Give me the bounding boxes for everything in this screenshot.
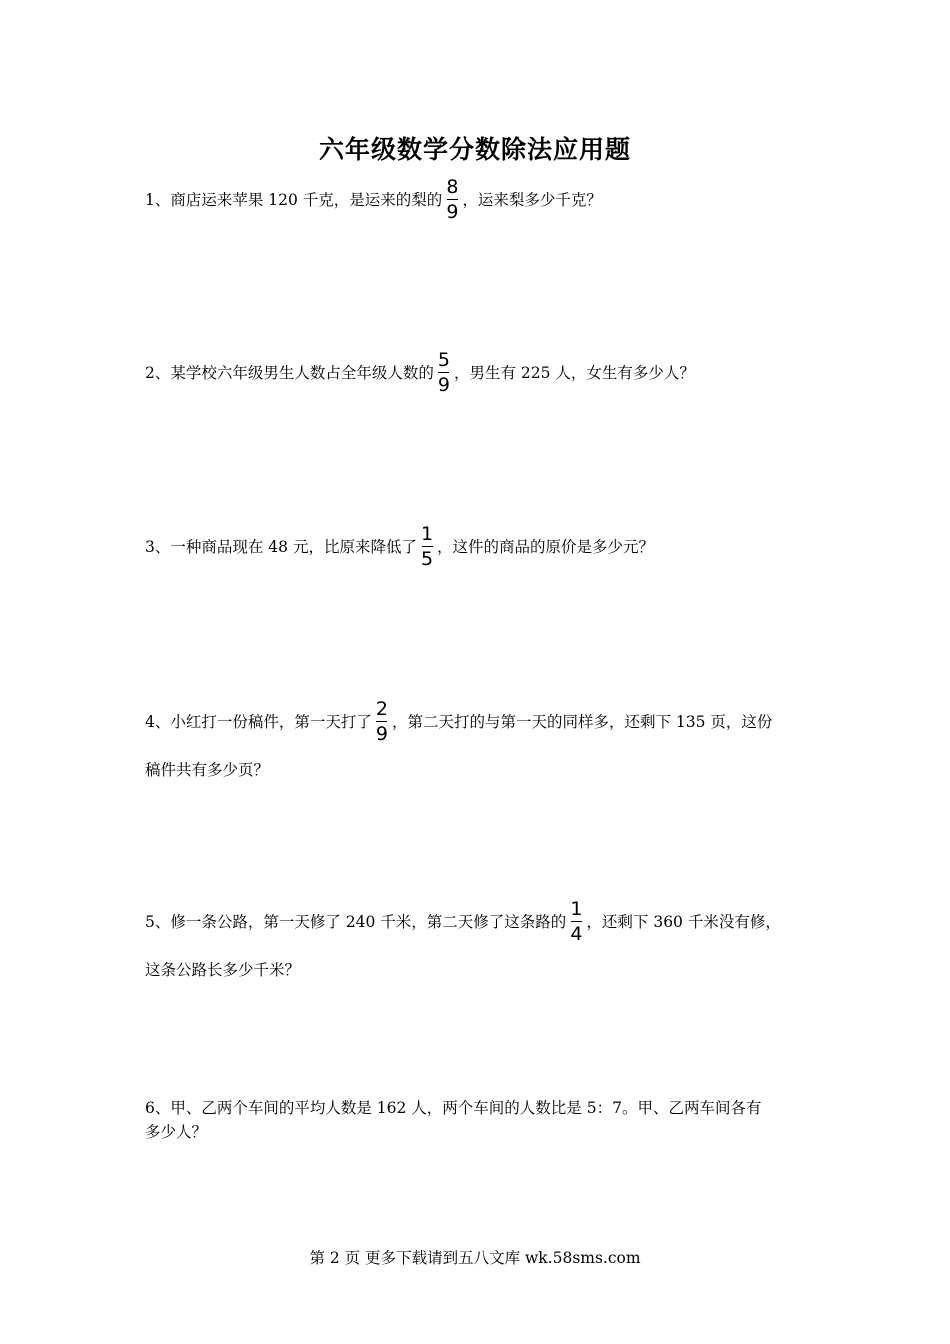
problem-text: 5、修一条公路，第一天修了 240 千米，第二天修了这条路的 xyxy=(145,912,567,931)
fraction xyxy=(568,898,584,945)
problem-text: 3、一种商品现在 48 元，比原来降低了 xyxy=(145,537,417,556)
fraction xyxy=(374,698,390,745)
fraction-numerator: 1 xyxy=(570,898,583,920)
problem-text: ，这件的商品的原价是多少元？ xyxy=(437,537,655,556)
fraction-numerator: 2 xyxy=(375,698,388,720)
problem-line xyxy=(145,959,815,981)
fraction-denominator: 9 xyxy=(375,723,388,745)
fraction-denominator: 4 xyxy=(570,923,583,945)
problem-line xyxy=(145,898,815,945)
page-footer: 第 2 页 更多下载请到五八文库 wk.58sms.com xyxy=(309,1249,641,1267)
problem-6 xyxy=(145,1097,815,1143)
problem-text: 2、某学校六年级男生人数占全年级人数的 xyxy=(145,363,434,382)
problem-text: ，第二天打的与第一天的同样多，还剩下 135 页，这份 xyxy=(391,712,773,731)
problem-text: ，还剩下 360 千米没有修， xyxy=(586,912,781,931)
fraction-denominator: 9 xyxy=(446,201,459,223)
problem-line xyxy=(145,523,815,570)
problem-line xyxy=(145,176,815,223)
fraction-bar xyxy=(438,372,449,373)
problem-line xyxy=(145,759,815,781)
problem-text: ，男生有 225 人，女生有多少人？ xyxy=(453,363,695,382)
fraction-bar xyxy=(447,199,458,200)
problem-line xyxy=(145,698,815,745)
problem-line xyxy=(145,1097,815,1119)
problem-text: 这条公路长多少千米？ xyxy=(145,961,301,979)
problem-line xyxy=(145,349,815,396)
fraction-denominator: 9 xyxy=(437,374,450,396)
fraction-bar xyxy=(571,921,582,922)
fraction-numerator: 8 xyxy=(446,176,459,198)
page-title: 六年级数学分数除法应用题 xyxy=(318,135,631,164)
problem-text: ，运来梨多少千克？ xyxy=(462,190,602,209)
fraction-numerator: 5 xyxy=(437,349,450,371)
problem-line xyxy=(145,1121,815,1143)
problem-text: 1、商店运来苹果 120 千克，是运来的梨的 xyxy=(145,190,443,209)
problem-1 xyxy=(145,176,815,223)
problem-text: 4、小红打一份稿件，第一天打了 xyxy=(145,712,372,731)
problem-3 xyxy=(145,523,815,570)
fraction-numerator: 1 xyxy=(420,523,434,545)
fraction-bar xyxy=(422,546,433,547)
fraction-bar xyxy=(376,721,387,722)
problem-4 xyxy=(145,698,815,781)
problem-text: 稿件共有多少页？ xyxy=(145,761,270,779)
problem-2 xyxy=(145,349,815,396)
problem-text: 6、甲、乙两个车间的平均人数是 162 人，两个车间的人数比是 5：7。甲、乙两车间各有 xyxy=(145,1099,762,1117)
fraction xyxy=(419,523,435,570)
problem-5 xyxy=(145,898,815,981)
fraction xyxy=(444,176,460,223)
problem-text: 多少人？ xyxy=(145,1123,208,1141)
fraction xyxy=(436,349,452,396)
fraction-denominator: 5 xyxy=(420,548,434,570)
